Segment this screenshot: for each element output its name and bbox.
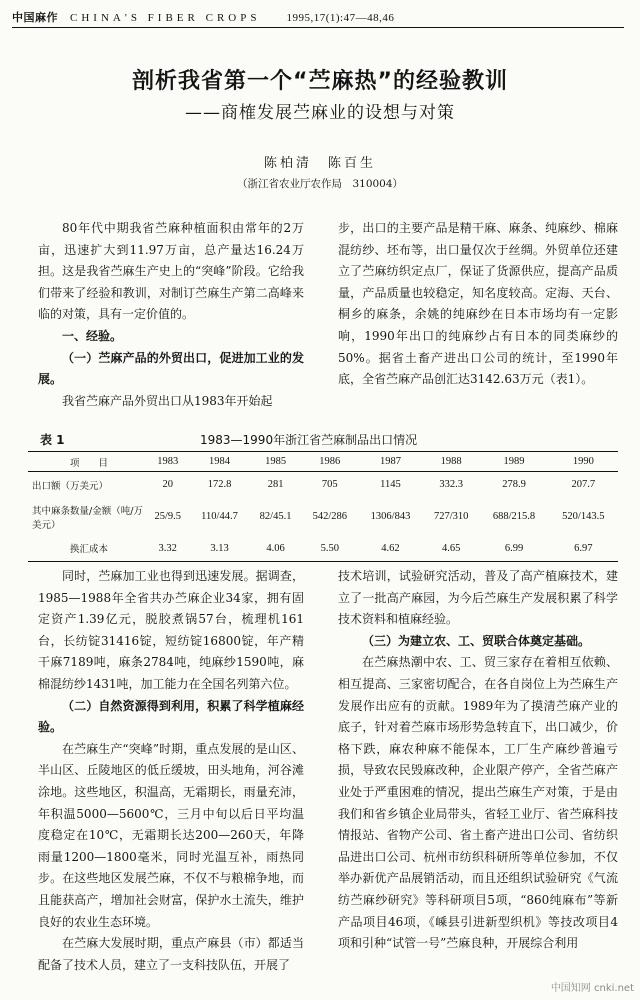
- journal-name-en: CHINA'S FIBER CROPS: [70, 12, 261, 24]
- table-cell: 688/215.8: [492, 511, 536, 522]
- table-cell: 172.8: [207, 479, 232, 491]
- right-column-bottom: [338, 566, 618, 955]
- table-number: 表 1: [40, 433, 65, 447]
- table-cell: 1145: [380, 479, 401, 491]
- left-column-bottom: [38, 566, 304, 976]
- table-cell: 727/310: [433, 511, 469, 522]
- table-cell: 5.50: [320, 542, 339, 554]
- table-caption: [40, 431, 600, 448]
- table-cell: 281: [267, 479, 284, 491]
- table-header-label: 项 目: [69, 457, 108, 469]
- table-cell: 542/286: [312, 511, 348, 522]
- table-cell: 25/9.5: [154, 511, 182, 522]
- journal-citation: 1995,17(1):47—48,46: [286, 12, 395, 24]
- table-cell: 520/143.5: [562, 511, 605, 522]
- table-year: 1989: [503, 456, 525, 467]
- article-title: 剖析我省第一个“苎麻热”的经验教训: [132, 69, 508, 94]
- article-authors: 陈柏清 陈百生: [263, 156, 376, 171]
- paragraph: 步，出口的主要产品是精干麻、麻条、纯麻纱、棉麻混纺纱、坯布等，出口量仅次于丝绸。外贸单位还建立了苎麻纺织定点厂，保证了货源供应，提高产品质量，产品质量也较稳定，知名度较高。定海、天台、桐乡的麻条，余姚的纯麻纱在日本市场均有一定影响，1990年出口的纯麻纱占有日本的同类麻纱的50%。据省土畜产进出口公司的统计，至1990年底，全省苎麻产品创汇达3142.63万元（表1）。: [338, 221, 618, 387]
- table-cell: 332.3: [439, 479, 463, 491]
- row-label: 出口额（万美元）: [32, 480, 109, 492]
- section-heading: 一、经验。: [62, 328, 123, 343]
- table-cell: 4.06: [266, 542, 285, 554]
- paragraph: 在苎麻生产“突峰”时期，重点发展的是山区、半山区、丘陵地区的低丘缓坡，田头地角，河谷滩涂地。这些地区，积温高，无霜期长，雨量充沛，年积温5000—5600℃，三月中旬以后日平均温度稳定在10℃，无霜期长达200—260天，年降雨量1200—1800毫米，同时光温互补，雨热同步。在这些地区发展苎麻，不仅不与粮棉争地，而且能获高产，增加社会财富，保护水土流失，维护良好的农业生态环境。: [38, 741, 304, 929]
- table-year: 1985: [265, 456, 287, 467]
- table-row: [28, 472, 618, 498]
- table-cell: 110/44.7: [201, 511, 238, 522]
- table-cell: 705: [321, 479, 338, 491]
- subsection-heading: （一）苎麻产品的外贸出口，促进加工业的发展。: [38, 350, 304, 387]
- subsection-heading: （二）自然资源得到利用，积累了科学植麻经验。: [38, 698, 304, 735]
- table-cell: 3.13: [210, 542, 229, 554]
- row-label: 换汇成本: [69, 544, 108, 556]
- paragraph: 在苎麻大发展时期，重点产麻县（市）都适当配备了技术人员，建立了一支科技队伍，开展了: [38, 936, 304, 972]
- table-cell: 6.99: [504, 542, 524, 554]
- watermark: 中国知网 cnki.net: [550, 983, 634, 994]
- table-header-row: [28, 452, 618, 472]
- export-table: [28, 451, 618, 562]
- table-cell: 278.9: [502, 479, 526, 491]
- paragraph: 我省苎麻产品外贸出口从1983年开始起: [62, 393, 273, 408]
- table-cell: 6.97: [574, 542, 593, 554]
- table-row: [28, 536, 618, 562]
- table-year: 1983: [157, 456, 179, 467]
- table-cell: 4.65: [441, 542, 461, 554]
- table-cell: 207.7: [571, 479, 596, 491]
- table-year: 1988: [440, 456, 462, 467]
- table-row: [28, 498, 618, 536]
- row-label: 其中麻条数量/金额（吨/万美元）: [32, 505, 143, 531]
- article-subtitle: ——商榷发展苎麻业的设想与对策: [185, 103, 455, 123]
- table-year: 1984: [209, 456, 230, 467]
- table-title: 1983—1990年浙江省苎麻制品出口情况: [200, 433, 418, 447]
- journal-header: [12, 9, 612, 25]
- journal-name-cn: 中国麻作: [12, 11, 58, 24]
- left-column-top: [38, 218, 304, 412]
- author-affiliation: （浙江省农业厅农作局 310004）: [236, 178, 404, 190]
- table-year: 1990: [572, 456, 594, 467]
- paragraph: 技术培训，试验研究活动，普及了高产植麻技术，建立了一批高产麻园，为今后苎麻生产发展积累了科学技术资料和植麻经验。: [338, 569, 618, 627]
- right-column-top: [338, 218, 618, 391]
- table-cell: 20: [162, 479, 173, 491]
- table-year: 1987: [379, 456, 401, 467]
- table-year: 1986: [319, 456, 341, 467]
- table-cell: 4.62: [381, 542, 400, 554]
- paragraph: 同时，苎麻加工业也得到迅速发展。据调查，1985—1988年全省共办苎麻企业34家，拥有固定资产1.39亿元，脱胶煮锅57台，梳理机161台，长纺锭31416锭，短纺锭16800锭，年产精干麻7189吨，麻条2784吨，纯麻纱1590吨，麻棉混纺纱1431吨，加工能力在全国名列第六位。: [38, 569, 304, 691]
- paragraph: 80年代中期我省苎麻种植面积由常年的2万亩，迅速扩大到11.97万亩，总产量达16.24万担。这是我省苎麻生产史上的“突峰”阶段。它给我们带来了经验和教训，对制订苎麻生产第二高峰来临的对策，具有一定价值的。: [38, 221, 304, 322]
- header-rule: [12, 27, 624, 28]
- paragraph: 在苎麻热潮中农、工、贸三家存在着相互依赖、相互提高、三家密切配合，在各自岗位上为苎麻生产发展作出应有的贡献。1989年为了摸清苎麻产业的底子，针对着苎麻市场形势急转直下，出口减少，价格下跌，麻农种麻不能保本，工厂生产麻纱普遍亏损，导致农民毁麻改种，企业限产停产，全省苎麻产业处于严重困难的情况，提出苎麻生产对策，于是由我们和省乡镇企业局带头，省轻工业厅、省苎麻科技情报站、省物产公司、省土畜产进出口公司、省纺织品进出口公司、杭州市纺织科研所等单位参加，不仅举办新优产品展销活动，而且还组织试验研究《气流纺苎麻纱研究》等科研项目5项，“860纯麻布”等新产品项目46项，《嵊县引进新型织机》等技改项目4项和引种“试管一号”苎麻良种，开展综合利用: [338, 655, 618, 951]
- table-cell: 82/45.1: [259, 511, 292, 522]
- table-cell: 3.32: [158, 542, 177, 554]
- table-cell: 1306/843: [370, 511, 411, 522]
- subsection-heading: （三）为建立农、工、贸联合体奠定基础。: [362, 633, 591, 648]
